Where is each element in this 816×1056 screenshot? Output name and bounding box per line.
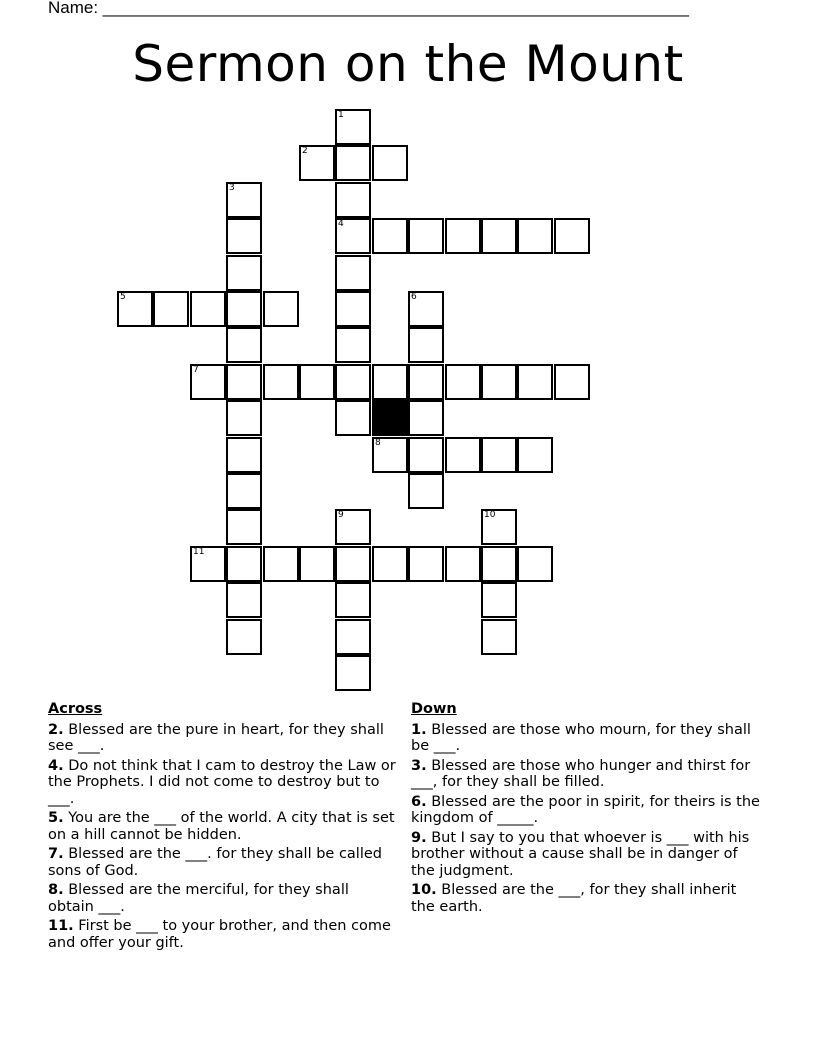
grid-cell[interactable] xyxy=(226,509,262,545)
clue-number: 7. xyxy=(48,846,64,862)
grid-cell[interactable] xyxy=(445,546,481,582)
grid-cell[interactable] xyxy=(226,546,262,582)
grid-cell[interactable] xyxy=(226,218,262,254)
clue-item xyxy=(411,758,761,791)
clue-number: 4 xyxy=(338,219,344,229)
clue-number: 7 xyxy=(193,365,199,375)
grid-cell[interactable] xyxy=(372,364,408,400)
clue-number: 9 xyxy=(338,510,344,520)
clue-text: Blessed are the ___, for they shall inherit the earth. xyxy=(411,882,737,915)
grid-cell[interactable] xyxy=(481,509,517,545)
grid-cell[interactable] xyxy=(153,291,189,327)
clue-number: 9. xyxy=(411,829,427,846)
clue-number: 10 xyxy=(484,510,496,520)
grid-cell[interactable] xyxy=(335,546,371,582)
grid-cell[interactable] xyxy=(481,619,517,655)
grid-cell[interactable] xyxy=(481,437,517,473)
clue-item xyxy=(411,882,761,915)
grid-cell[interactable] xyxy=(335,327,371,363)
grid-cell[interactable] xyxy=(517,218,553,254)
grid-cell[interactable] xyxy=(335,182,371,218)
grid-cell[interactable] xyxy=(408,364,444,400)
grid-cell[interactable] xyxy=(299,546,335,582)
clue-text: Blessed are those who mourn, for they shall be ___. xyxy=(411,721,751,754)
grid-cell[interactable] xyxy=(190,291,226,327)
grid-cell[interactable] xyxy=(445,364,481,400)
grid-cell[interactable] xyxy=(372,437,408,473)
down-clue-list xyxy=(411,722,761,916)
grid-cell[interactable] xyxy=(481,364,517,400)
grid-cell[interactable] xyxy=(226,400,262,436)
clue-item xyxy=(48,722,398,755)
clue-number: 10. xyxy=(411,882,437,898)
clue-number: 2 xyxy=(302,146,308,156)
grid-cell[interactable] xyxy=(408,218,444,254)
grid-cell[interactable] xyxy=(445,437,481,473)
clue-item xyxy=(48,882,398,915)
grid-cell[interactable] xyxy=(226,182,262,218)
grid-cell[interactable] xyxy=(372,218,408,254)
clue-item xyxy=(411,722,761,755)
grid-cell[interactable] xyxy=(335,218,371,254)
clue-number: 4. xyxy=(48,757,64,774)
clue-text: Blessed are the poor in spirit, for theirs is the kingdom of _____. xyxy=(411,793,760,826)
grid-cell[interactable] xyxy=(408,291,444,327)
name-field-label[interactable]: Name: ______________________________________________________________ xyxy=(48,0,689,17)
clue-item xyxy=(48,918,398,951)
clue-text: Blessed are the ___. for they shall be called sons of God. xyxy=(48,846,382,879)
clue-number: 5 xyxy=(120,292,126,302)
grid-cell[interactable] xyxy=(408,327,444,363)
grid-cell[interactable] xyxy=(335,109,371,145)
grid-cell[interactable] xyxy=(226,619,262,655)
grid-cell[interactable] xyxy=(408,546,444,582)
grid-cell[interactable] xyxy=(335,619,371,655)
clue-number: 1 xyxy=(338,110,344,120)
grid-cell[interactable] xyxy=(226,582,262,618)
grid-cell[interactable] xyxy=(372,145,408,181)
clue-number: 5. xyxy=(48,810,64,826)
grid-cell[interactable] xyxy=(299,364,335,400)
grid-cell[interactable] xyxy=(190,364,226,400)
down-clues xyxy=(411,701,761,918)
clue-text: Do not think that I cam to destroy the Law or the Prophets. I did not come to destroy but to ___. xyxy=(48,757,396,807)
clue-item xyxy=(48,810,398,843)
down-heading: Down xyxy=(411,701,457,717)
grid-cell[interactable] xyxy=(226,291,262,327)
grid-cell[interactable] xyxy=(517,437,553,473)
grid-cell[interactable] xyxy=(299,145,335,181)
clue-text: Blessed are the merciful, for they shall obtain ___. xyxy=(48,882,349,915)
clue-item xyxy=(411,794,761,827)
grid-cell[interactable] xyxy=(226,364,262,400)
grid-cell[interactable] xyxy=(335,291,371,327)
grid-cell[interactable] xyxy=(226,437,262,473)
grid-cell[interactable] xyxy=(335,655,371,691)
grid-cell[interactable] xyxy=(335,400,371,436)
clue-number: 3 xyxy=(229,183,235,193)
across-clues xyxy=(48,701,398,954)
grid-cell[interactable] xyxy=(335,255,371,291)
grid-cell[interactable] xyxy=(263,546,299,582)
clue-number: 6 xyxy=(411,292,417,302)
grid-cell[interactable] xyxy=(335,145,371,181)
clue-text: Blessed are those who hunger and thirst for ___, for they shall be filled. xyxy=(411,757,751,790)
grid-cell[interactable] xyxy=(445,218,481,254)
grid-cell[interactable] xyxy=(372,546,408,582)
clue-text: You are the ___ of the world. A city that is set on a hill cannot be hidden. xyxy=(48,810,395,843)
clue-text: Blessed are the pure in heart, for they shall see ___. xyxy=(48,721,384,754)
grid-cell[interactable] xyxy=(408,437,444,473)
grid-cell[interactable] xyxy=(554,364,590,400)
clue-number: 11 xyxy=(193,547,205,557)
clue-item xyxy=(411,830,761,880)
grid-cell[interactable] xyxy=(263,291,299,327)
puzzle-title: Sermon on the Mount xyxy=(132,35,684,93)
grid-cell[interactable] xyxy=(408,400,444,436)
clue-item xyxy=(48,846,398,879)
clue-number: 6. xyxy=(411,793,427,810)
clue-text: First be ___ to your brother, and then come and offer your gift. xyxy=(48,918,391,951)
across-clue-list xyxy=(48,722,398,952)
grid-cell[interactable] xyxy=(517,364,553,400)
grid-cell[interactable] xyxy=(335,364,371,400)
grid-cell[interactable] xyxy=(481,218,517,254)
clue-number: 8. xyxy=(48,882,64,898)
clue-number: 3. xyxy=(411,757,427,774)
grid-cell[interactable] xyxy=(226,255,262,291)
clue-number: 1. xyxy=(411,721,427,738)
grid-cell[interactable] xyxy=(481,546,517,582)
clue-text: But I say to you that whoever is ___ with his brother without a cause shall be in danger of the judgment. xyxy=(411,829,750,879)
grid-cell[interactable] xyxy=(117,291,153,327)
grid-cell[interactable] xyxy=(335,582,371,618)
clue-number: 11. xyxy=(48,918,74,934)
grid-cell[interactable] xyxy=(408,473,444,509)
grid-cell[interactable] xyxy=(226,327,262,363)
grid-cell[interactable] xyxy=(263,364,299,400)
grid-cell[interactable] xyxy=(226,473,262,509)
grid-cell[interactable] xyxy=(190,546,226,582)
grid-cell[interactable] xyxy=(517,546,553,582)
clue-item xyxy=(48,758,398,808)
clue-number: 2. xyxy=(48,721,64,738)
grid-cell[interactable] xyxy=(481,582,517,618)
grid-block-cell xyxy=(372,400,408,436)
grid-cell[interactable] xyxy=(335,509,371,545)
grid-cell[interactable] xyxy=(554,218,590,254)
clue-number: 8 xyxy=(375,438,381,448)
across-heading: Across xyxy=(48,701,103,717)
